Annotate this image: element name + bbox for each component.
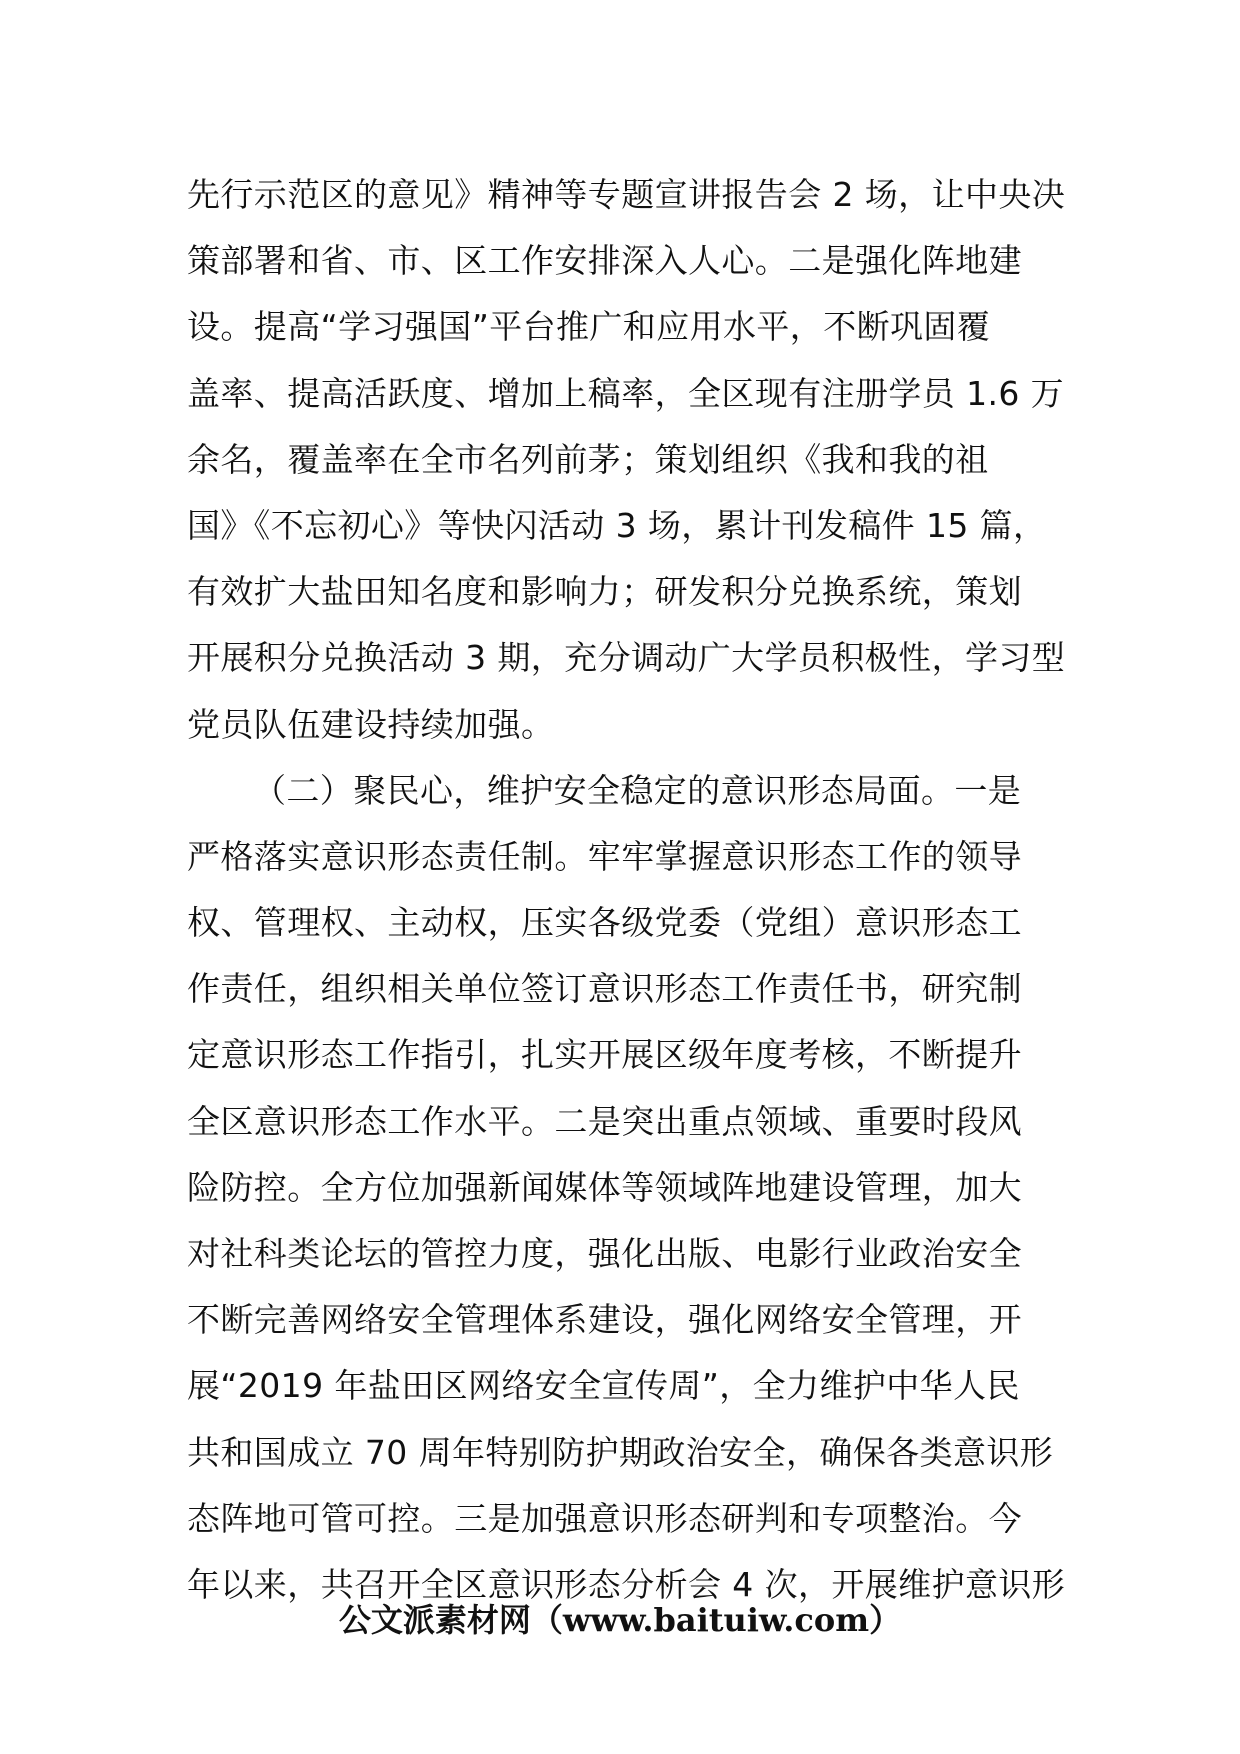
text-line: 定意识形态工作指引，扎实开展区级年度考核，不断提升 — [187, 1035, 1022, 1075]
text-line: 年以来，共召开全区意识形态分析会 4 次，开展维护意识形 — [187, 1564, 1066, 1604]
text-line: 权、管理权、主动权，压实各级党委（党组）意识形态工 — [187, 903, 1022, 943]
text-line: 作责任，组织相关单位签订意识形态工作责任书，研究制 — [187, 969, 1022, 1009]
text-line: 党员队伍建设持续加强。 — [187, 704, 555, 744]
text-line: 全区意识形态工作水平。二是突出重点领域、重要时段风 — [187, 1101, 1022, 1141]
footer-source: 公文派素材网（www.baituiw.com） — [338, 1601, 902, 1639]
section-heading-line: （二）聚民心，维护安全稳定的意识形态局面。一是 — [253, 770, 1022, 810]
text-line: 盖率、提高活跃度、增加上稿率，全区现有注册学员 1.6 万 — [187, 373, 1065, 413]
text-line: 有效扩大盐田知名度和影响力；研发积分兑换系统，策划 — [187, 572, 1022, 612]
text-line: 险防控。全方位加强新闻媒体等领域阵地建设管理，加大 — [187, 1167, 1022, 1207]
text-line: 设。提高“学习强国”平台推广和应用水平，不断巩固覆 — [187, 307, 991, 347]
text-line: 不断完善网络安全管理体系建设，强化网络安全管理，开 — [187, 1300, 1022, 1340]
body-text — [187, 162, 1066, 1618]
text-line: 共和国成立 70 周年特别防护期政治安全，确保各类意识形 — [187, 1432, 1054, 1472]
text-line: 先行示范区的意见》精神等专题宣讲报告会 2 场，让中央决 — [187, 175, 1066, 214]
text-line: 开展积分兑换活动 3 期，充分调动广大学员积极性，学习型 — [187, 638, 1066, 678]
text-line: 余名，覆盖率在全市名列前茅；策划组织《我和我的祖 — [187, 439, 989, 479]
text-line: 态阵地可管可控。三是加强意识形态研判和专项整治。今 — [187, 1498, 1022, 1538]
text-line: 严格落实意识形态责任制。牢牢掌握意识形态工作的领导 — [187, 836, 1022, 876]
text-line: 国》《不忘初心》等快闪活动 3 场，累计刊发稿件 15 篇， — [187, 505, 1047, 545]
text-line: 策部署和省、市、区工作安排深入人心。二是强化阵地建 — [187, 241, 1022, 281]
text-line: 对社科类论坛的管控力度，强化出版、电影行业政治安全 — [187, 1234, 1022, 1273]
text-line: 展“2019 年盐田区网络安全宣传周”，全力维护中华人民 — [187, 1366, 1020, 1406]
